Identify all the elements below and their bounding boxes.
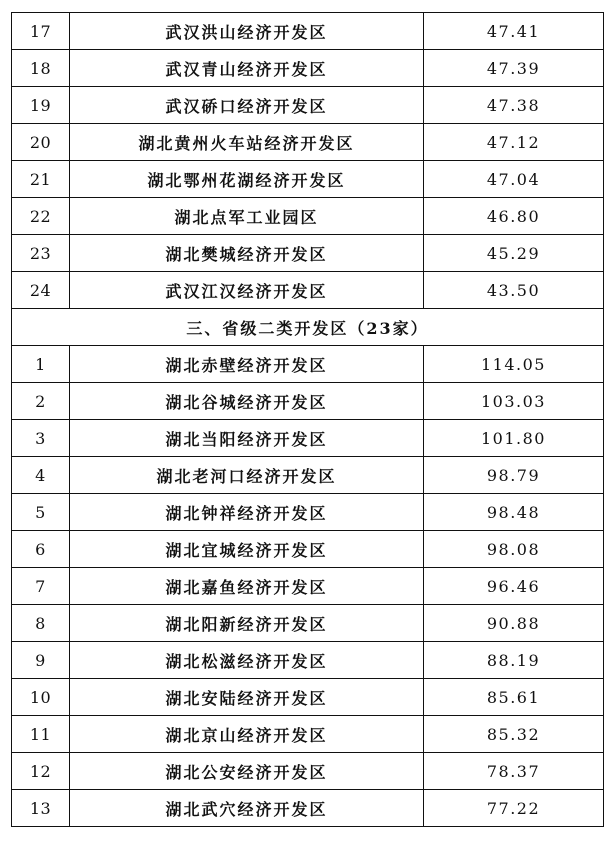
ranking-table-page <box>11 12 603 827</box>
score-value-cell: 98.79 <box>424 457 604 494</box>
section-title: 三、省级二类开发区（23家） <box>12 309 604 346</box>
zone-name-cell: 湖北老河口经济开发区 <box>70 457 424 494</box>
row-index-cell: 3 <box>12 420 70 457</box>
row-index-cell: 22 <box>12 198 70 235</box>
score-value-cell: 77.22 <box>424 790 604 827</box>
zone-name-cell: 湖北宜城经济开发区 <box>70 531 424 568</box>
row-index-cell: 7 <box>12 568 70 605</box>
table-row <box>12 198 604 235</box>
score-value-cell: 47.41 <box>424 13 604 50</box>
table-row <box>12 50 604 87</box>
zone-name-cell: 湖北钟祥经济开发区 <box>70 494 424 531</box>
score-value-cell: 47.12 <box>424 124 604 161</box>
score-value-cell: 96.46 <box>424 568 604 605</box>
row-index-cell: 4 <box>12 457 70 494</box>
score-value-cell: 103.03 <box>424 383 604 420</box>
score-value-cell: 47.04 <box>424 161 604 198</box>
table-row <box>12 753 604 790</box>
score-value-cell: 45.29 <box>424 235 604 272</box>
table-row <box>12 383 604 420</box>
score-value-cell: 98.48 <box>424 494 604 531</box>
score-value-cell: 47.39 <box>424 50 604 87</box>
score-value-cell: 46.80 <box>424 198 604 235</box>
zone-name-cell: 湖北樊城经济开发区 <box>70 235 424 272</box>
score-value-cell: 43.50 <box>424 272 604 309</box>
row-index-cell: 20 <box>12 124 70 161</box>
table-row <box>12 124 604 161</box>
table-row <box>12 235 604 272</box>
zone-name-cell: 湖北安陆经济开发区 <box>70 679 424 716</box>
row-index-cell: 10 <box>12 679 70 716</box>
table-row <box>12 457 604 494</box>
score-value-cell: 47.38 <box>424 87 604 124</box>
row-index-cell: 19 <box>12 87 70 124</box>
row-index-cell: 8 <box>12 605 70 642</box>
row-index-cell: 18 <box>12 50 70 87</box>
zone-name-cell: 湖北公安经济开发区 <box>70 753 424 790</box>
table-row <box>12 716 604 753</box>
table-body <box>12 13 604 827</box>
zone-name-cell: 武汉江汉经济开发区 <box>70 272 424 309</box>
score-value-cell: 114.05 <box>424 346 604 383</box>
row-index-cell: 24 <box>12 272 70 309</box>
row-index-cell: 21 <box>12 161 70 198</box>
zone-name-cell: 湖北谷城经济开发区 <box>70 383 424 420</box>
zone-name-cell: 湖北赤壁经济开发区 <box>70 346 424 383</box>
section-header-row <box>12 309 604 346</box>
table-row <box>12 494 604 531</box>
zone-name-cell: 湖北武穴经济开发区 <box>70 790 424 827</box>
table-row <box>12 13 604 50</box>
row-index-cell: 6 <box>12 531 70 568</box>
development-zone-ranking-table <box>11 12 604 827</box>
row-index-cell: 23 <box>12 235 70 272</box>
row-index-cell: 12 <box>12 753 70 790</box>
table-row <box>12 87 604 124</box>
row-index-cell: 2 <box>12 383 70 420</box>
table-row <box>12 790 604 827</box>
row-index-cell: 5 <box>12 494 70 531</box>
row-index-cell: 9 <box>12 642 70 679</box>
zone-name-cell: 湖北阳新经济开发区 <box>70 605 424 642</box>
row-index-cell: 13 <box>12 790 70 827</box>
score-value-cell: 98.08 <box>424 531 604 568</box>
score-value-cell: 78.37 <box>424 753 604 790</box>
zone-name-cell: 湖北黄州火车站经济开发区 <box>70 124 424 161</box>
table-row <box>12 420 604 457</box>
zone-name-cell: 湖北点军工业园区 <box>70 198 424 235</box>
zone-name-cell: 武汉硚口经济开发区 <box>70 87 424 124</box>
zone-name-cell: 武汉青山经济开发区 <box>70 50 424 87</box>
zone-name-cell: 湖北嘉鱼经济开发区 <box>70 568 424 605</box>
zone-name-cell: 湖北松滋经济开发区 <box>70 642 424 679</box>
table-row <box>12 568 604 605</box>
table-row <box>12 531 604 568</box>
row-index-cell: 17 <box>12 13 70 50</box>
table-row <box>12 605 604 642</box>
score-value-cell: 85.32 <box>424 716 604 753</box>
table-row <box>12 161 604 198</box>
row-index-cell: 1 <box>12 346 70 383</box>
row-index-cell: 11 <box>12 716 70 753</box>
zone-name-cell: 湖北鄂州花湖经济开发区 <box>70 161 424 198</box>
zone-name-cell: 湖北京山经济开发区 <box>70 716 424 753</box>
score-value-cell: 101.80 <box>424 420 604 457</box>
score-value-cell: 90.88 <box>424 605 604 642</box>
score-value-cell: 88.19 <box>424 642 604 679</box>
table-row <box>12 679 604 716</box>
table-row <box>12 272 604 309</box>
table-row <box>12 642 604 679</box>
table-row <box>12 346 604 383</box>
zone-name-cell: 湖北当阳经济开发区 <box>70 420 424 457</box>
zone-name-cell: 武汉洪山经济开发区 <box>70 13 424 50</box>
score-value-cell: 85.61 <box>424 679 604 716</box>
